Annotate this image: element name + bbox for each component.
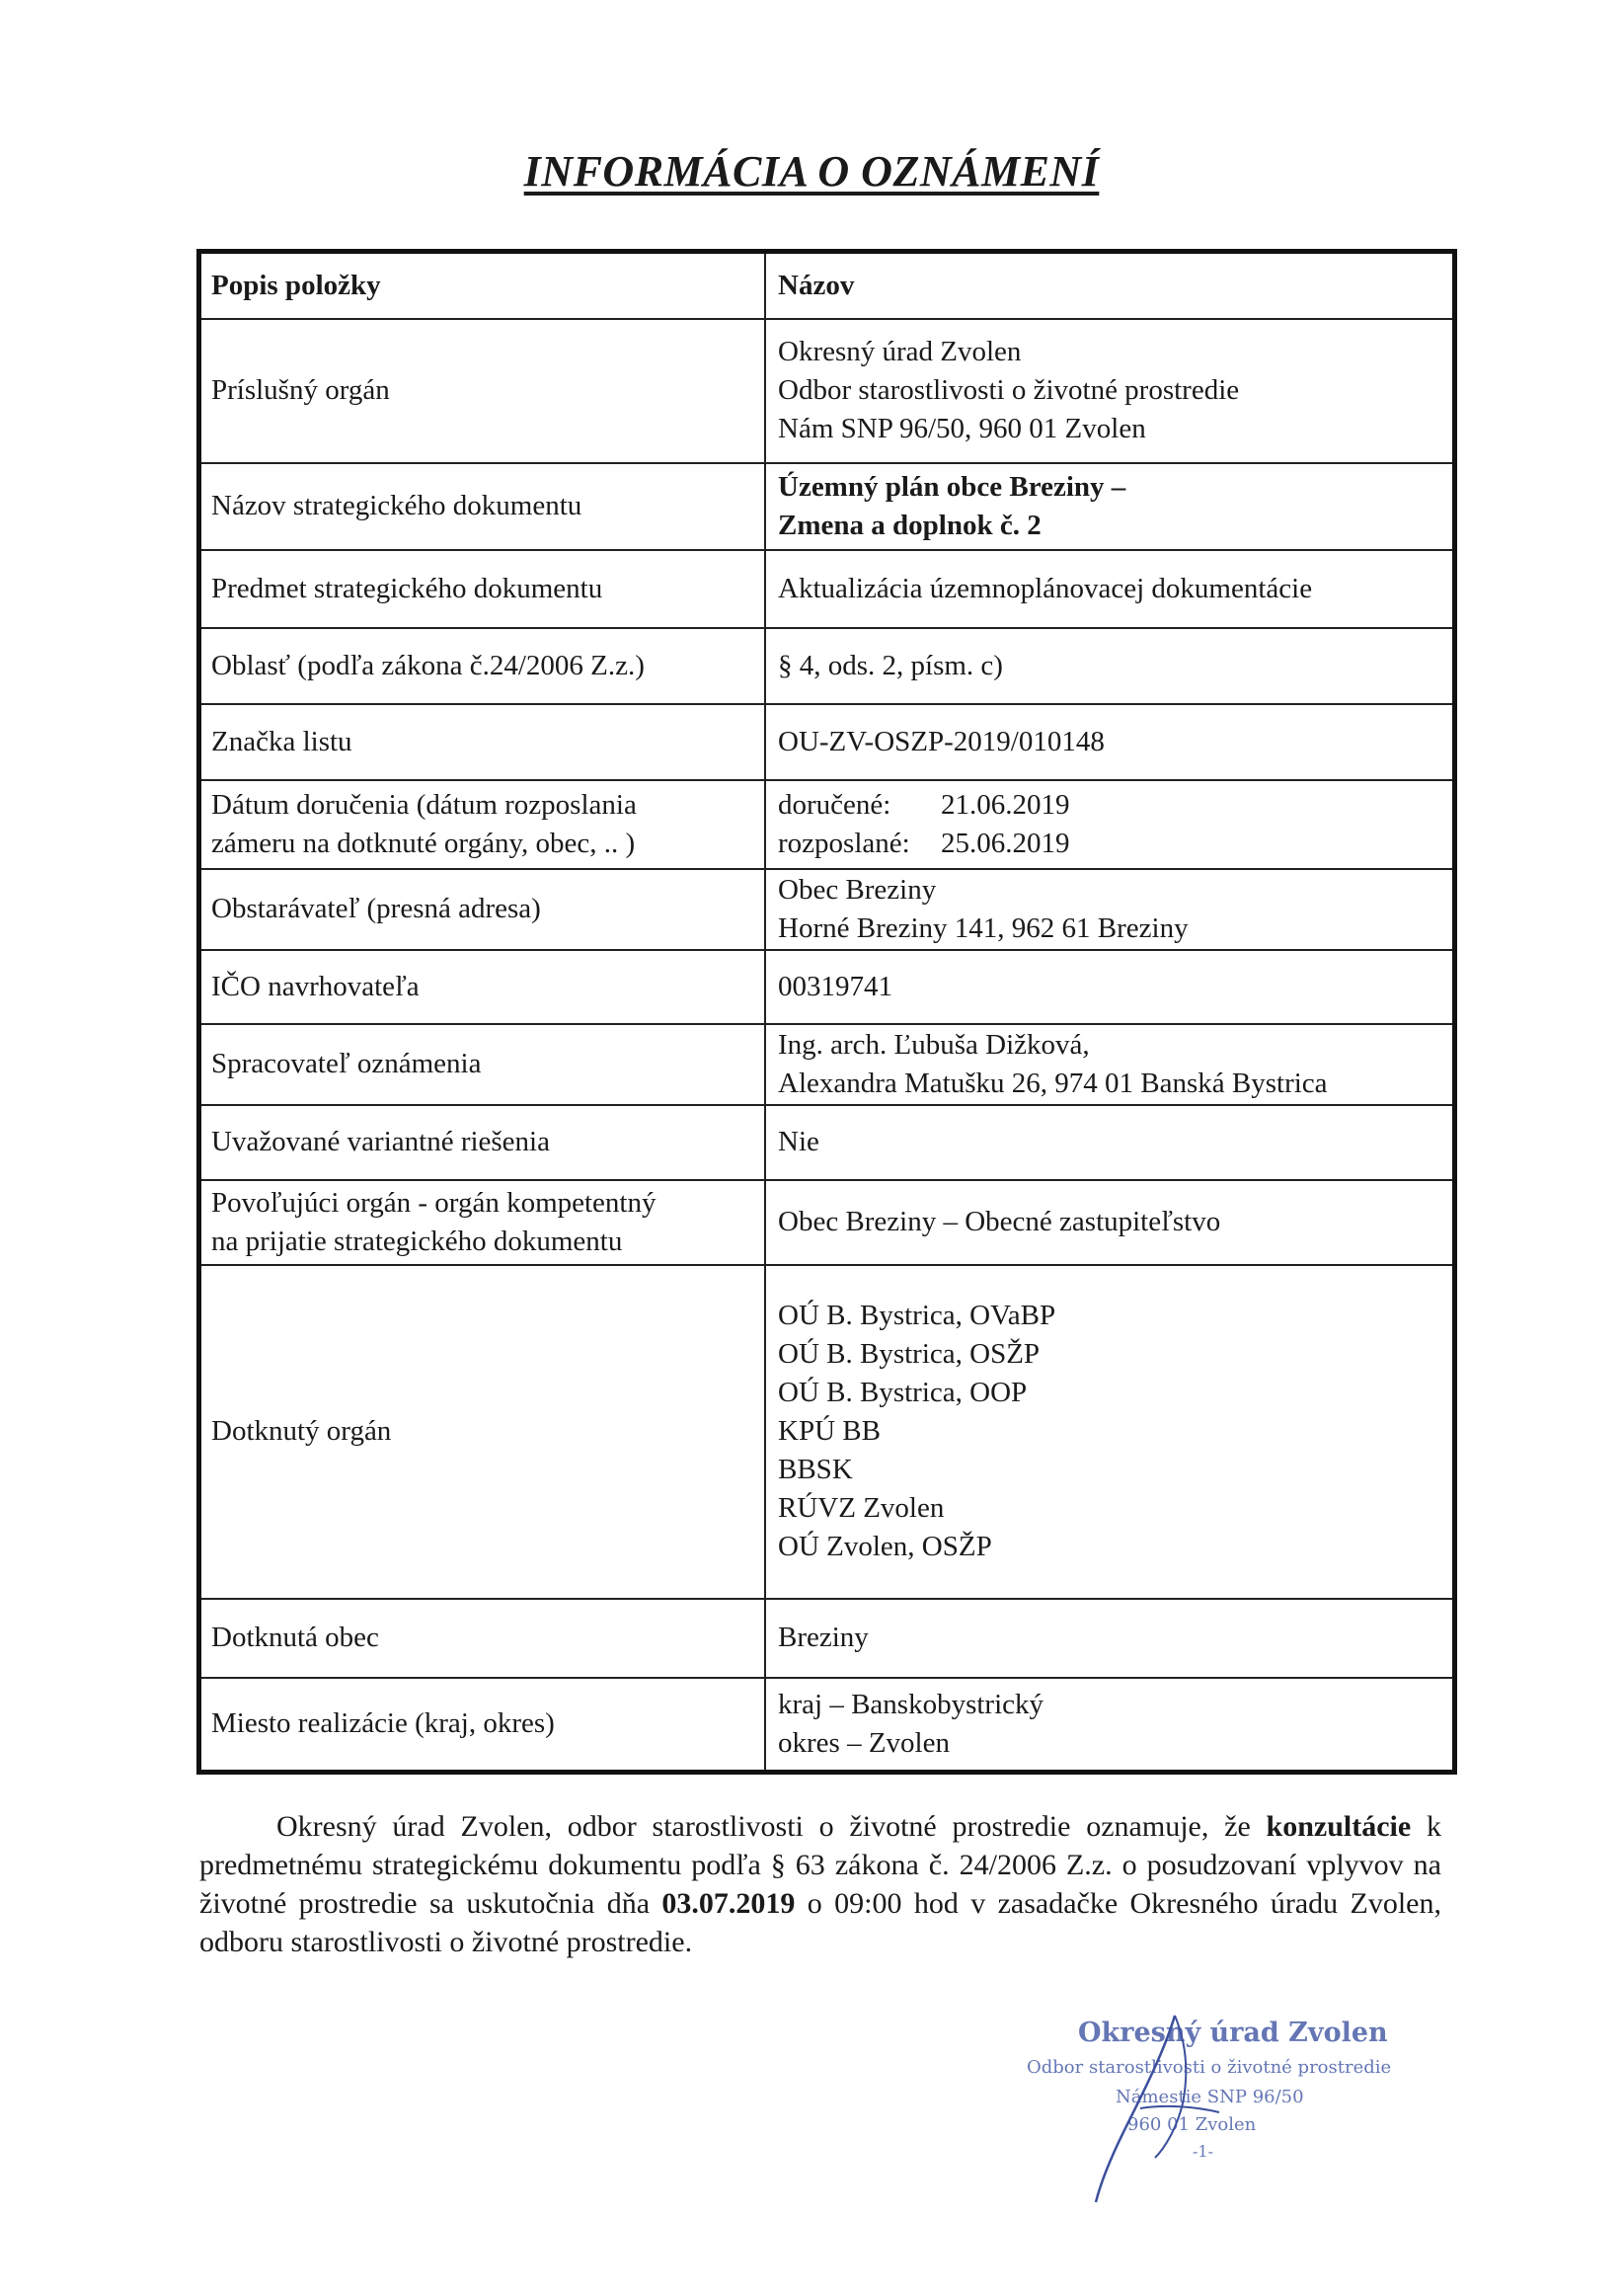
row-label — [199, 780, 766, 869]
sent-label: rozposlané: — [778, 827, 910, 859]
row-label: Názov strategického dokumentu — [199, 463, 766, 550]
table-row — [199, 1265, 1455, 1599]
value-line: Alexandra Matušku 26, 974 01 Banská Bystrica — [778, 1067, 1328, 1099]
header-value-cell: Názov — [765, 252, 1455, 319]
office-stamp — [1017, 2010, 1392, 2207]
row-label: Dotknutá obec — [199, 1599, 766, 1678]
header-label-cell: Popis položky — [199, 252, 766, 319]
row-value: Obec Breziny – Obecné zastupiteľstvo — [765, 1180, 1455, 1265]
stamp-line: -1- — [1193, 2142, 1213, 2161]
value-line: OÚ Zvolen, OSŽP — [778, 1531, 992, 1562]
table-row — [199, 704, 1455, 780]
value-line — [778, 825, 1440, 863]
table-row — [199, 1678, 1455, 1773]
notice-bold-date: 03.07.2019 — [661, 1887, 796, 1920]
value-line: kraj – Banskobystrický — [778, 1688, 1044, 1720]
value-line: Zmena a doplnok č. 2 — [778, 509, 1042, 541]
delivered-label: doručené: — [778, 788, 891, 821]
row-value: Aktualizácia územnoplánovacej dokumentácie — [765, 550, 1455, 628]
value-line: Územný plán obce Breziny – — [778, 470, 1126, 503]
value-line: Nám SNP 96/50, 960 01 Zvolen — [778, 413, 1146, 444]
row-label: Dotknutý orgán — [199, 1265, 766, 1599]
value-line: OÚ B. Bystrica, OOP — [778, 1377, 1028, 1408]
signature-icon — [1017, 2010, 1392, 2207]
document-title: INFORMÁCIA O OZNÁMENÍ — [523, 147, 1100, 196]
stamp-line: Námestie SNP 96/50 — [1116, 2087, 1304, 2107]
row-label: IČO navrhovateľa — [199, 950, 766, 1024]
row-label: Oblasť (podľa zákona č.24/2006 Z.z.) — [199, 628, 766, 704]
table-row — [199, 950, 1455, 1024]
table-row — [199, 1024, 1455, 1105]
value-line — [778, 786, 1440, 825]
consultation-notice — [199, 1807, 1441, 1961]
row-value — [765, 463, 1455, 550]
row-label: Miesto realizácie (kraj, okres) — [199, 1678, 766, 1773]
row-label: Značka listu — [199, 704, 766, 780]
value-line: OÚ B. Bystrica, OVaBP — [778, 1300, 1056, 1331]
info-table — [196, 249, 1457, 1775]
table-row — [199, 319, 1455, 463]
row-label: Príslušný orgán — [199, 319, 766, 463]
delivered-date: 21.06.2019 — [941, 788, 1070, 821]
table-row — [199, 463, 1455, 550]
row-label: Predmet strategického dokumentu — [199, 550, 766, 628]
value-line: Horné Breziny 141, 962 61 Breziny — [778, 911, 1189, 944]
row-label: Obstarávateľ (presná adresa) — [199, 869, 766, 950]
row-value — [765, 1678, 1455, 1773]
table-row — [199, 780, 1455, 869]
row-value: Nie — [765, 1105, 1455, 1180]
value-line: Odbor starostlivosti o životné prostredie — [778, 374, 1240, 406]
value-line: Okresný úrad Zvolen — [778, 336, 1022, 367]
row-value: § 4, ods. 2, písm. c) — [765, 628, 1455, 704]
row-value: 00319741 — [765, 950, 1455, 1024]
row-label: Uvažované variantné riešenia — [199, 1105, 766, 1180]
label-line: zámeru na dotknuté orgány, obec, .. ) — [211, 827, 636, 859]
table-row — [199, 1599, 1455, 1678]
row-value — [765, 1024, 1455, 1105]
notice-paragraph — [199, 1807, 1441, 1961]
sent-date: 25.06.2019 — [941, 827, 1070, 859]
table-row — [199, 550, 1455, 628]
row-value — [765, 1265, 1455, 1599]
row-value: Breziny — [765, 1599, 1455, 1678]
value-line: Ing. arch. Ľubuša Dižková, — [778, 1028, 1090, 1061]
label-line: na prijatie strategického dokumentu — [211, 1225, 623, 1257]
notice-text: k predmetnému strategickému dokumentu podľa § 63 zákona č. 24/2006 Z.z. o posudzovaní vplyvov na životné prostredie sa uskutočnia dňa — [199, 1810, 1441, 1920]
notice-text: Okresný úrad Zvolen, odbor starostlivosti o životné prostredie oznamuje, že — [276, 1810, 1267, 1843]
value-line: KPÚ BB — [778, 1415, 881, 1447]
row-label: Spracovateľ oznámenia — [199, 1024, 766, 1105]
table-row — [199, 1105, 1455, 1180]
label-line: Dátum doručenia (dátum rozposlania — [211, 788, 637, 821]
stamp-line: Odbor starostlivosti o životné prostredie — [1027, 2057, 1392, 2078]
notice-text: o 09:00 hod v zasadačke Okresného úradu Zvolen, odboru starostlivosti o životné prostredie. — [199, 1887, 1441, 1958]
table-row — [199, 1180, 1455, 1265]
stamp-line: Okresný úrad Zvolen — [1078, 2018, 1388, 2048]
value-line: okres – Zvolen — [778, 1726, 950, 1759]
row-label — [199, 1180, 766, 1265]
value-line: OÚ B. Bystrica, OSŽP — [778, 1338, 1041, 1370]
value-line: Obec Breziny — [778, 873, 937, 906]
value-line: BBSK — [778, 1454, 853, 1485]
row-value: OU-ZV-OSZP-2019/010148 — [765, 704, 1455, 780]
table-header-row — [199, 252, 1455, 319]
label-line: Povoľujúci orgán - orgán kompetentný — [211, 1186, 657, 1219]
row-value — [765, 780, 1455, 869]
table-row — [199, 869, 1455, 950]
notice-bold-consultation: konzultácie — [1266, 1810, 1412, 1843]
table-row — [199, 628, 1455, 704]
row-value — [765, 869, 1455, 950]
row-value — [765, 319, 1455, 463]
stamp-line: 960 01 Zvolen — [1127, 2114, 1257, 2135]
value-line: RÚVZ Zvolen — [778, 1492, 945, 1524]
